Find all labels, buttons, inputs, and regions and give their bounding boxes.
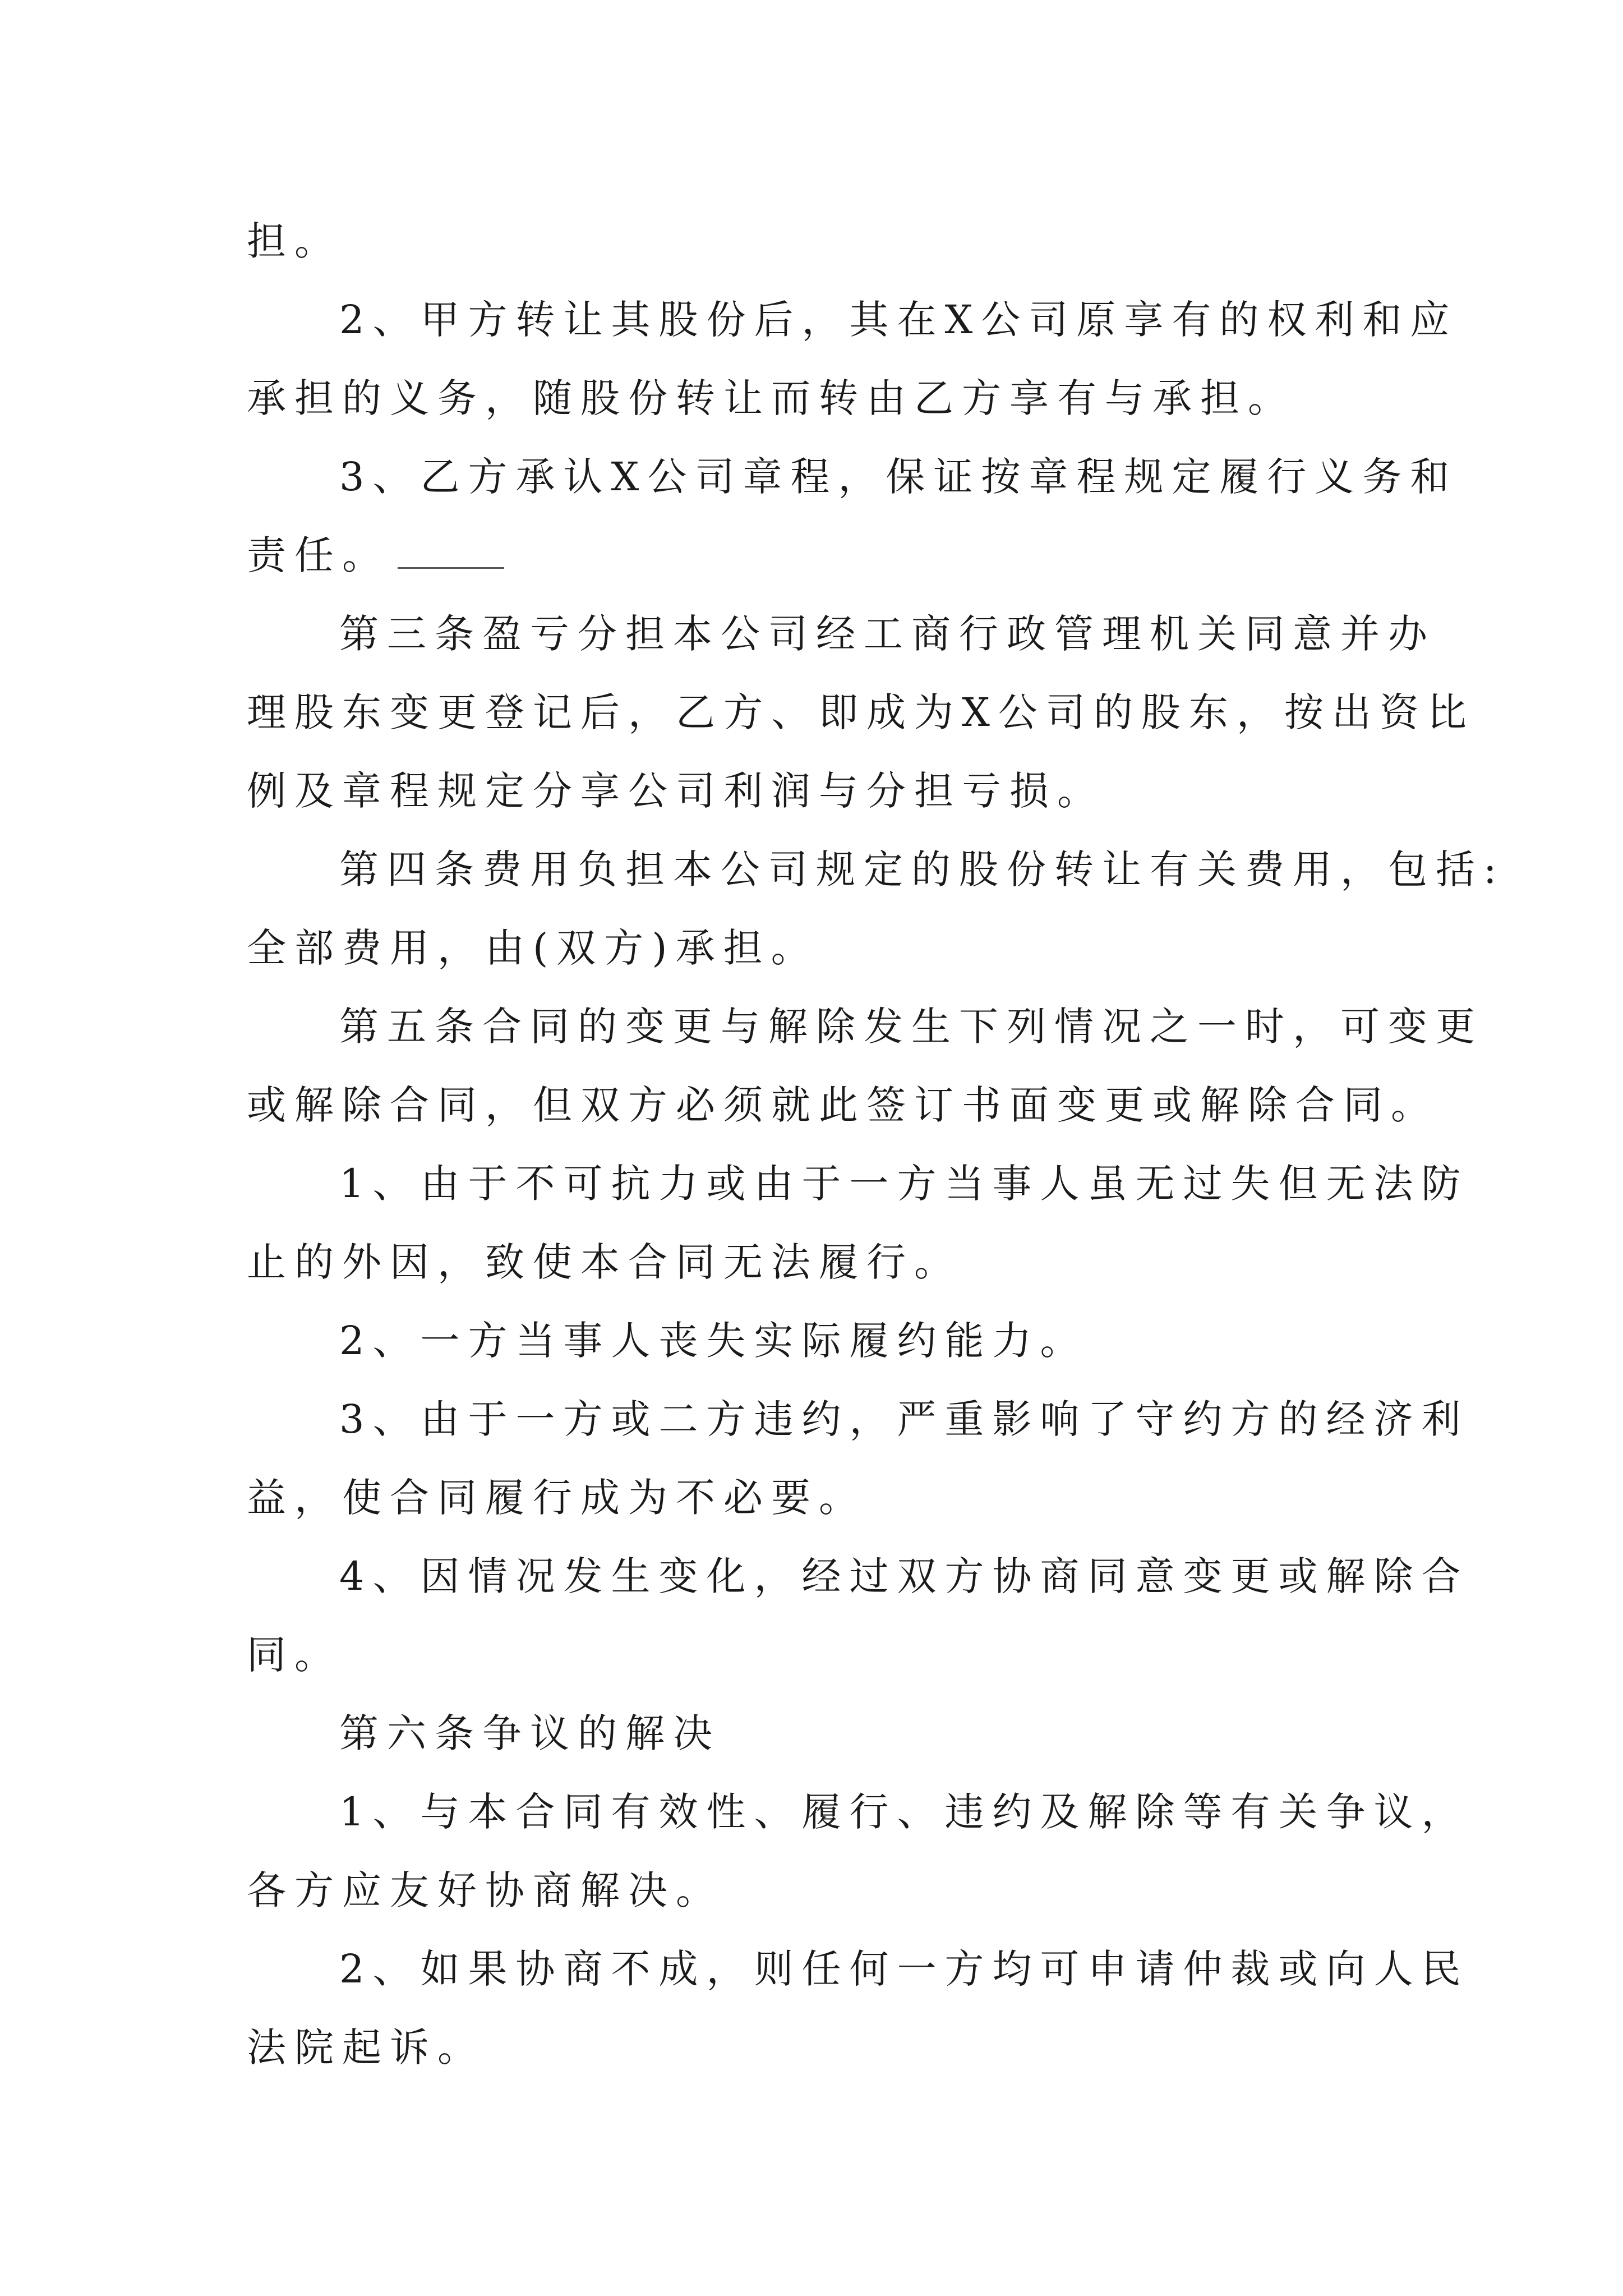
text-line-20: 第六条争议的解决 (339, 1710, 721, 1756)
text-line-6: 第三条盈亏分担本公司经工商行政管理机关同意并办 (339, 611, 1436, 657)
text-line-18: 4、因情况发生变化，经过双方协商同意变更或解除合 (339, 1553, 1469, 1599)
text-line-14: 止的外因，致使本合同无法履行。 (247, 1239, 962, 1285)
text-line-17: 益，使合同履行成为不必要。 (247, 1475, 866, 1521)
fill-in-blank (398, 533, 504, 569)
text-line-11: 第五条合同的变更与解除发生下列情况之一时，可变更 (339, 1004, 1483, 1050)
text-line-1: 担。 (247, 218, 342, 264)
text-line-8: 例及章程规定分享公司利润与分担亏损。 (247, 768, 1105, 814)
text-line-12: 或解除合同，但双方必须就此签订书面变更或解除合同。 (247, 1082, 1438, 1128)
text-line-23: 2、如果协商不成，则任何一方均可申请仲裁或向人民 (339, 1946, 1469, 1992)
text-line-2: 2、甲方转让其股份后，其在X公司原享有的权利和应 (339, 297, 1458, 343)
text-line-22: 各方应友好协商解决。 (247, 1867, 723, 1913)
text-line-13: 1、由于不可抗力或由于一方当事人虽无过失但无法防 (339, 1161, 1469, 1207)
text-line-10: 全部费用，由(双方)承担。 (247, 925, 819, 971)
text-line-7: 理股东变更登记后，乙方、即成为X公司的股东，按出资比 (247, 689, 1475, 735)
text-line-3: 承担的义务，随股份转让而转由乙方享有与承担。 (247, 375, 1295, 421)
text-line-15: 2、一方当事人丧失实际履约能力。 (339, 1318, 1088, 1364)
text-line-5-content: 责任。 (247, 532, 390, 578)
text-line-5 (247, 527, 504, 583)
text-line-24: 法院起诉。 (247, 2024, 485, 2070)
text-line-16: 3、由于一方或二方违约，严重影响了守约方的经济利 (339, 1396, 1469, 1442)
text-line-4: 3、乙方承认X公司章程，保证按章程规定履行义务和 (339, 454, 1458, 500)
text-line-9: 第四条费用负担本公司规定的股份转让有关费用，包括: (339, 846, 1505, 892)
text-line-19: 同。 (247, 1632, 342, 1678)
text-line-21: 1、与本合同有效性、履行、违约及解除等有关争议， (339, 1789, 1469, 1835)
